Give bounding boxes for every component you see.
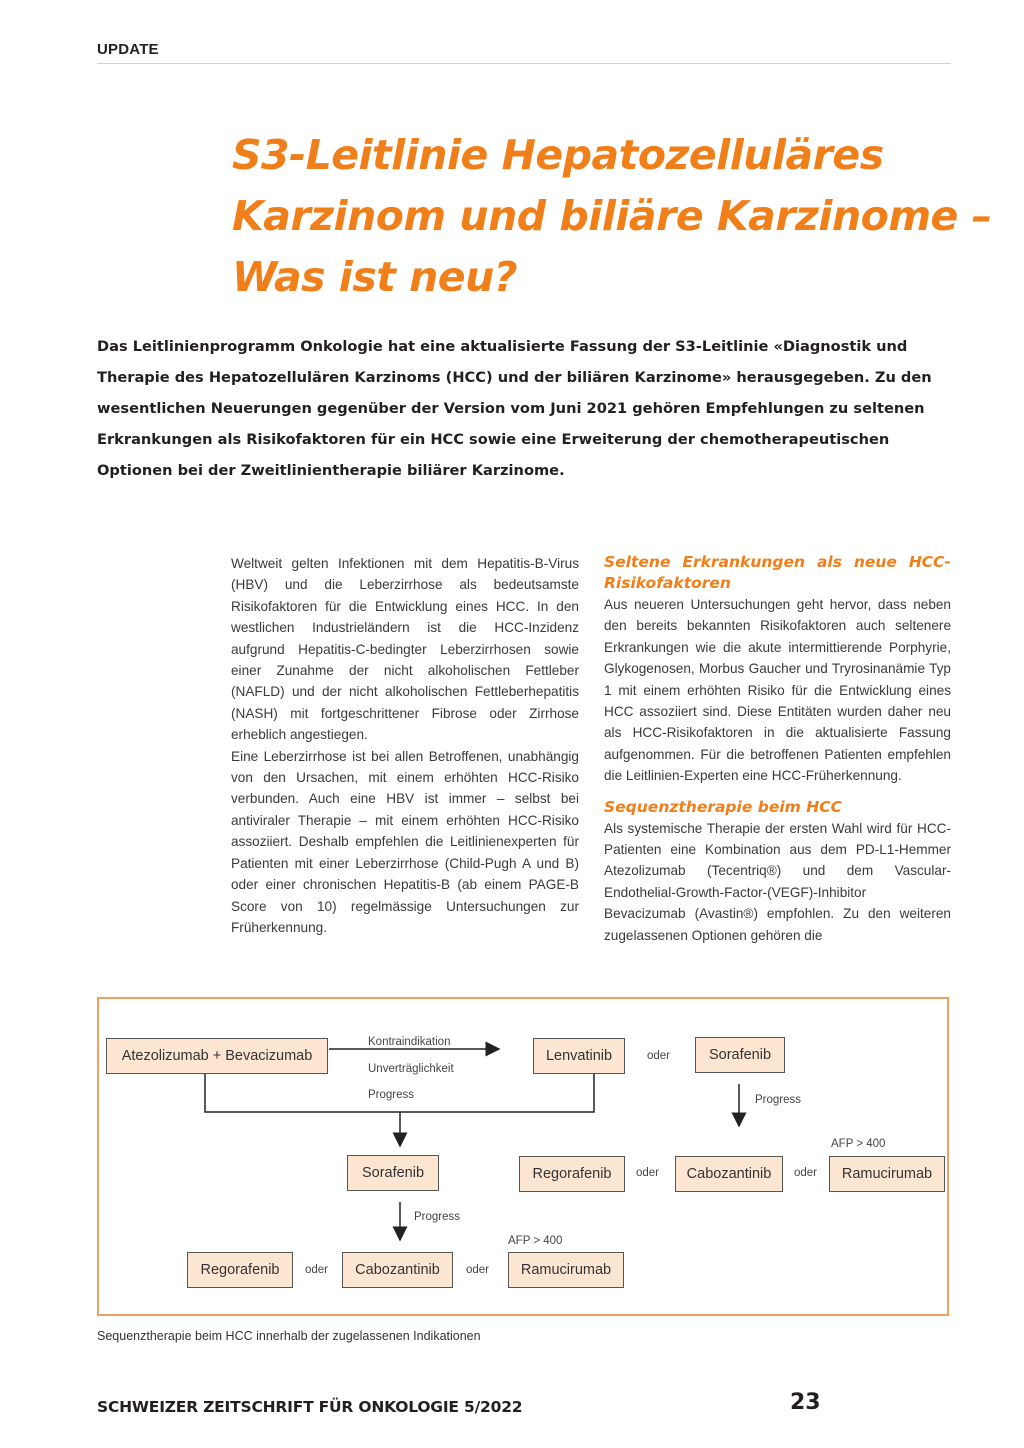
article-title <box>232 125 992 308</box>
label-progress: Progress <box>368 1089 415 1101</box>
label-oder: oder <box>647 1050 671 1062</box>
figure-caption: Sequenztherapie beim HCC innerhalb der zugelassenen Indikationen <box>97 1329 481 1343</box>
box-cabozantinib-third-line: Cabozantinib <box>342 1252 453 1288</box>
box-regorafenib-third-line: Regorafenib <box>187 1252 293 1288</box>
title-line: Karzinom und biliäre Karzinome – <box>232 192 992 240</box>
body-paragraph: Eine Leberzirrhose ist bei allen Betroffenen, unabhängig von den Ursachen, mit einem erhöhten HCC-Risiko verbunden. Auch eine HBV ist immer – selbst bei antiviraler Therapie – mit einem erhöhten HCC-Risiko assoziiert. Deshalb empfehlen die Leitlinienexperten für Patienten mit einer Leberzirrhose (Child-Pugh A und B) oder einer chronischen Hepatitis-B (ab einem PAGE-B Score von 10) regelmässige Untersuchungen zur Früherkennung. <box>231 748 579 935</box>
box-sorafenib-second-line: Sorafenib <box>347 1155 439 1191</box>
box-ramucirumab-third-line: Ramucirumab <box>508 1252 624 1288</box>
label-kontraindikation: Kontraindikation <box>368 1036 451 1048</box>
box-regorafenib: Regorafenib <box>519 1156 625 1192</box>
body-paragraph: Weltweit gelten Infektionen mit dem Hepatitis-B-Virus (HBV) und die Leberzirrhose als bedeutsamste Risikofaktoren für die Entwicklung eines HCC. In den westlichen Industrieländern ist die HCC-Inzidenz aufgrund Hepatitis-C-bedingter Leberzirrhosen sowie einer Zunahme der nicht alkoholischen Fettleber (NAFLD) und der nicht alkoholischen Fettleberhepatitis (NASH) mit fortgeschrittener Fibrose oder Zirrhose erheblich angestiegen. <box>231 556 579 743</box>
box-atezolizumab-bevacizumab: Atezolizumab + Bevacizumab <box>106 1038 328 1074</box>
label-afp: AFP > 400 <box>508 1235 563 1247</box>
therapy-flowchart <box>97 997 949 1316</box>
label-oder: oder <box>466 1264 490 1276</box>
subheading-sequence-therapy: Sequenztherapie beim HCC <box>604 797 842 816</box>
section-label: UPDATE <box>97 41 159 58</box>
right-column <box>604 552 951 946</box>
label-progress: Progress <box>414 1211 461 1223</box>
label-oder: oder <box>636 1167 660 1179</box>
label-oder: oder <box>305 1264 329 1276</box>
title-line: S3-Leitlinie Hepatozelluläres <box>232 131 884 179</box>
box-ramucirumab: Ramucirumab <box>829 1156 945 1192</box>
label-progress: Progress <box>755 1094 802 1106</box>
box-cabozantinib: Cabozantinib <box>675 1156 783 1192</box>
journal-footer: SCHWEIZER ZEITSCHRIFT FÜR ONKOLOGIE 5/2022 <box>97 1398 523 1416</box>
body-paragraph: Als systemische Therapie der ersten Wahl wird für HCC-Patienten eine Kombination aus dem PD-L1-Hemmer Atezolizumab (Tecentriq®) und dem Vascular-Endothelial-Growth-Factor-(VEGF)-Inhibitor Bevacizumab (Avastin®) empfohlen. Zu den weiteren zugelassenen Optionen gehören die <box>604 820 951 943</box>
page-number: 23 <box>790 1390 821 1415</box>
left-column <box>231 553 579 938</box>
header-rule <box>97 63 951 64</box>
box-lenvatinib: Lenvatinib <box>533 1038 625 1074</box>
body-paragraph: Aus neueren Untersuchungen geht hervor, dass neben den bereits bekannten Risikofaktoren auch seltenere Erkrankungen wie die akute intermittierende Porphyrie, Glykogenosen, Morbus Gaucher und Tryrosinanämie Typ 1 mit einem erhöhten Risiko für die Entwicklung eines HCC assoziiert sind. Diese Entitäten wurden daher neu als HCC-Risikofaktoren in die aktualisierte Fassung aufgenommen. Für die betroffenen Patienten empfehlen die Leitlinien-Experten eine HCC-Früherkennung. <box>604 597 951 784</box>
title-line: Was ist neu? <box>232 253 518 301</box>
label-oder: oder <box>794 1167 818 1179</box>
label-afp: AFP > 400 <box>831 1138 886 1150</box>
box-sorafenib: Sorafenib <box>695 1037 785 1073</box>
subheading-risk-factors: Seltene Erkrankungen als neue HCC-Risikofaktoren <box>604 553 951 592</box>
lead-paragraph: Das Leitlinienprogramm Onkologie hat eine aktualisierte Fassung der S3-Leitlinie «Diagnostik und Therapie des Hepatozellulären Karzinoms (HCC) und der biliären Karzinome» herausgegeben. Zu den wesentlichen Neuerungen gegenüber der Version vom Juni 2021 gehören Empfehlungen zu seltenen Erkrankungen als Risikofaktoren für ein HCC sowie eine Erweiterung der chemotherapeutischen Optionen bei der Zweitlinientherapie biliärer Karzinome. <box>97 338 932 479</box>
label-unvertraeglichkeit: Unverträglichkeit <box>368 1063 454 1075</box>
